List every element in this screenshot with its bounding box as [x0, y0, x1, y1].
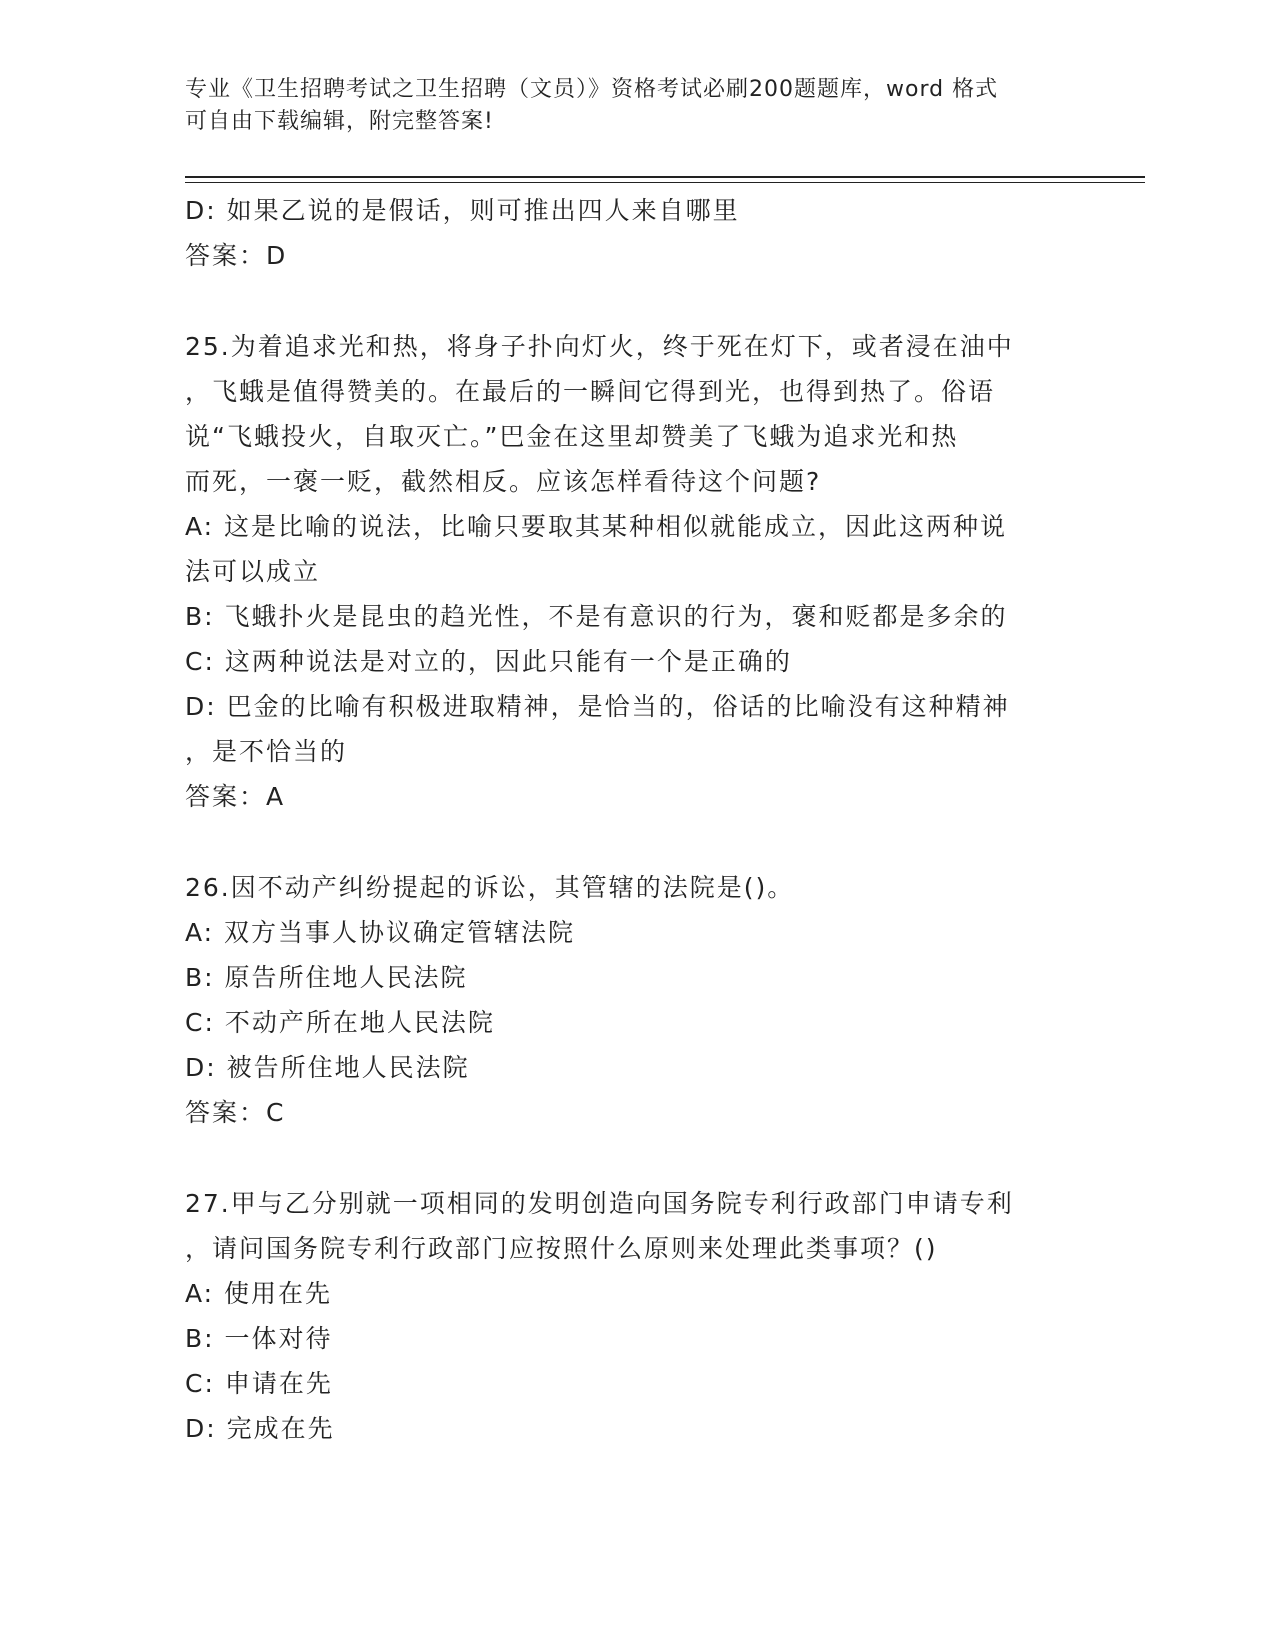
spacer	[185, 819, 1065, 865]
header-divider-thin	[185, 182, 1145, 183]
question-stem-line: 说“飞蛾投火，自取灭亡。”巴金在这里却赞美了飞蛾为追求光和热	[185, 422, 959, 451]
option-a: A: 使用在先	[185, 1279, 333, 1308]
option-b: B: 飞蛾扑火是昆虫的趋光性，不是有意识的行为，褒和贬都是多余的	[185, 602, 1008, 631]
spacer	[185, 278, 1065, 324]
header-divider-thick	[185, 176, 1145, 178]
option-a: A: 这是比喻的说法，比喻只要取其某种相似就能成立，因此这两种说	[185, 512, 1008, 541]
option-c: C: 申请在先	[185, 1369, 333, 1398]
question-stem-line: ，飞蛾是值得赞美的。在最后的一瞬间它得到光，也得到热了。俗语	[185, 377, 996, 406]
option-a-continued: 法可以成立	[185, 557, 321, 586]
question-25	[185, 324, 1065, 819]
header-title-line-2: 可自由下载编辑，附完整答案!	[185, 109, 494, 134]
option-a: A: 双方当事人协议确定管辖法院	[185, 918, 576, 947]
option-d: D: 被告所住地人民法院	[185, 1053, 470, 1082]
spacer	[185, 1135, 1065, 1181]
option-d: D: 巴金的比喻有积极进取精神，是恰当的，俗话的比喻没有这种精神	[185, 692, 1010, 721]
question-stem-line: ，请问国务院专利行政部门应按照什么原则来处理此类事项？()	[185, 1234, 938, 1263]
option-c: C: 不动产所在地人民法院	[185, 1008, 495, 1037]
question-stem-line: 25.为着追求光和热，将身子扑向灯火，终于死在灯下，或者浸在油中	[185, 332, 1014, 361]
question-content	[185, 188, 1065, 1451]
document-header	[185, 74, 1065, 138]
question-stem-line: 而死，一褒一贬，截然相反。应该怎样看待这个问题?	[185, 467, 822, 496]
question-27	[185, 1181, 1065, 1451]
answer-label: 答案：C	[185, 1098, 286, 1127]
question-stem-line: 27.甲与乙分别就一项相同的发明创造向国务院专利行政部门申请专利	[185, 1189, 1014, 1218]
previous-question-tail	[185, 188, 1065, 278]
option-d-continued: ，是不恰当的	[185, 737, 348, 766]
option-c: C: 这两种说法是对立的，因此只能有一个是正确的	[185, 647, 792, 676]
answer-label: 答案：D	[185, 241, 288, 270]
option-d: D: 如果乙说的是假话，则可推出四人来自哪里	[185, 196, 740, 225]
header-title-line-1: 专业《卫生招聘考试之卫生招聘（文员）》资格考试必刷200题题库，word 格式	[185, 77, 999, 102]
answer-label: 答案：A	[185, 782, 286, 811]
question-26	[185, 865, 1065, 1135]
option-d: D: 完成在先	[185, 1414, 335, 1443]
option-b: B: 原告所住地人民法院	[185, 963, 468, 992]
question-stem: 26.因不动产纠纷提起的诉讼，其管辖的法院是()。	[185, 873, 795, 902]
option-b: B: 一体对待	[185, 1324, 333, 1353]
